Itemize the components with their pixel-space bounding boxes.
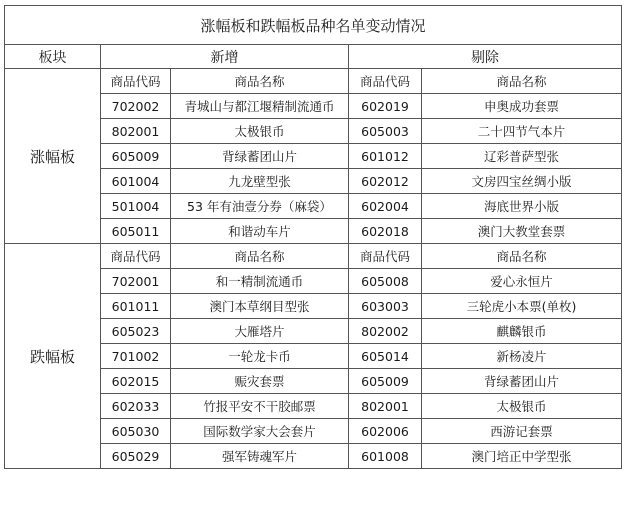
added-code-cell: 802001 [101,119,171,144]
removed-code-cell: 601012 [349,144,422,169]
header-removed: 剔除 [349,45,622,69]
added-code-cell: 605009 [101,144,171,169]
removed-name-cell: 太极银币 [422,394,622,419]
added-code-cell: 601004 [101,169,171,194]
removed-name-cell: 背绿蓄团山片 [422,369,622,394]
added-name-cell: 一轮龙卡币 [171,344,349,369]
removed-code-cell: 605009 [349,369,422,394]
added-code-cell: 605030 [101,419,171,444]
column-header-code: 商品代码 [349,69,422,94]
added-name-cell: 九龙壁型张 [171,169,349,194]
section-label: 涨幅板 [5,69,101,244]
column-header-code: 商品代码 [349,244,422,269]
added-name-cell: 澳门本草纲目型张 [171,294,349,319]
added-name-cell: 53 年有油壹分券（麻袋） [171,194,349,219]
removed-name-cell: 辽彩普萨型张 [422,144,622,169]
added-name-cell: 和谐动车片 [171,219,349,244]
added-code-cell: 605029 [101,444,171,469]
added-code-cell: 605023 [101,319,171,344]
removed-code-cell: 603003 [349,294,422,319]
added-code-cell: 501004 [101,194,171,219]
removed-name-cell: 新杨凌片 [422,344,622,369]
added-name-cell: 国际数学家大会套片 [171,419,349,444]
removed-name-cell: 二十四节气本片 [422,119,622,144]
removed-name-cell: 麒麟银币 [422,319,622,344]
removed-name-cell: 澳门大教堂套票 [422,219,622,244]
board-change-table [4,5,622,469]
removed-code-cell: 602012 [349,169,422,194]
column-header-row [5,69,622,94]
removed-code-cell: 605003 [349,119,422,144]
added-code-cell: 605011 [101,219,171,244]
added-name-cell: 大雁塔片 [171,319,349,344]
added-name-cell: 青城山与都江堰精制流通币 [171,94,349,119]
added-name-cell: 和一精制流通币 [171,269,349,294]
added-name-cell: 赈灾套票 [171,369,349,394]
added-code-cell: 602033 [101,394,171,419]
added-code-cell: 702001 [101,269,171,294]
column-header-code: 商品代码 [101,69,171,94]
added-name-cell: 竹报平安不干胶邮票 [171,394,349,419]
column-header-code: 商品代码 [101,244,171,269]
column-header-name: 商品名称 [171,244,349,269]
added-name-cell: 背绿蓄团山片 [171,144,349,169]
removed-name-cell: 西游记套票 [422,419,622,444]
removed-code-cell: 602019 [349,94,422,119]
removed-code-cell: 602006 [349,419,422,444]
removed-name-cell: 澳门培正中学型张 [422,444,622,469]
removed-code-cell: 605008 [349,269,422,294]
column-header-name: 商品名称 [422,244,622,269]
removed-name-cell: 申奥成功套票 [422,94,622,119]
added-code-cell: 702002 [101,94,171,119]
added-name-cell: 太极银币 [171,119,349,144]
header-added: 新增 [101,45,349,69]
removed-code-cell: 802001 [349,394,422,419]
added-code-cell: 601011 [101,294,171,319]
removed-name-cell: 三轮虎小本票(单枚) [422,294,622,319]
added-name-cell: 强军铸魂军片 [171,444,349,469]
table-title: 涨幅板和跌幅板品种名单变动情况 [5,6,622,45]
column-header-name: 商品名称 [171,69,349,94]
removed-code-cell: 802002 [349,319,422,344]
removed-code-cell: 601008 [349,444,422,469]
header-board: 板块 [5,45,101,69]
removed-code-cell: 605014 [349,344,422,369]
added-code-cell: 602015 [101,369,171,394]
section-label: 跌幅板 [5,244,101,469]
added-code-cell: 701002 [101,344,171,369]
removed-code-cell: 602018 [349,219,422,244]
removed-name-cell: 文房四宝丝绸小版 [422,169,622,194]
column-header-name: 商品名称 [422,69,622,94]
column-header-row [5,244,622,269]
removed-name-cell: 海底世界小版 [422,194,622,219]
removed-code-cell: 602004 [349,194,422,219]
removed-name-cell: 爱心永恒片 [422,269,622,294]
